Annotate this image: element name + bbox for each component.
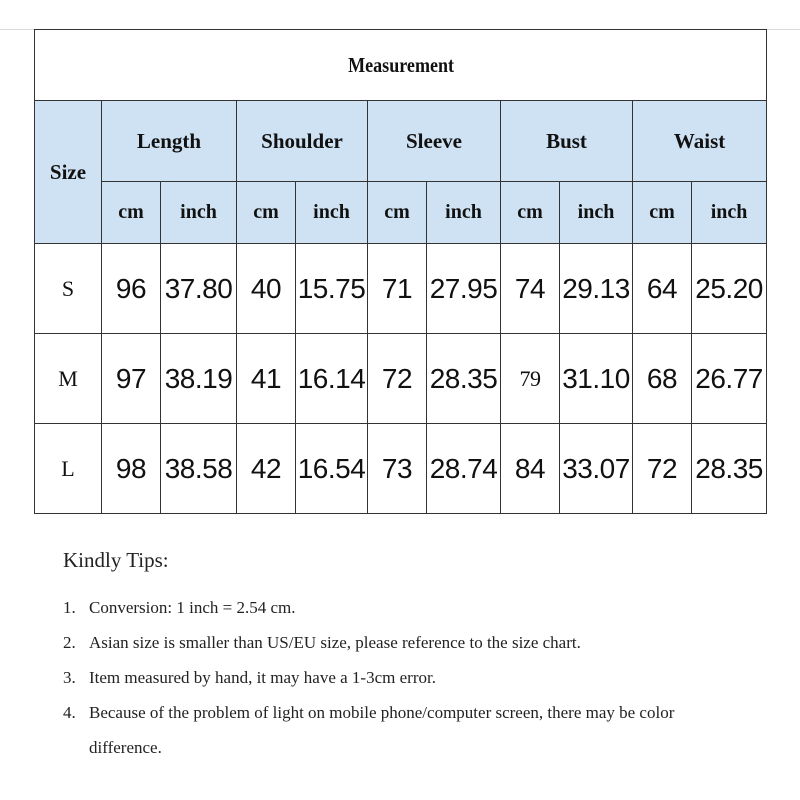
table-cell: 33.07 <box>560 424 633 514</box>
table-cell: 71 <box>368 244 427 334</box>
table-cell: 31.10 <box>560 334 633 424</box>
table-cell: 15.75 <box>296 244 368 334</box>
unit-header: inch <box>692 182 767 244</box>
table-cell: 72 <box>368 334 427 424</box>
table-cell: 68 <box>633 334 692 424</box>
table-cell: 40 <box>237 244 296 334</box>
tips-list <box>63 590 783 765</box>
unit-header: cm <box>237 182 296 244</box>
table-cell: 97 <box>102 334 161 424</box>
table-cell: 41 <box>237 334 296 424</box>
table-cell: 72 <box>633 424 692 514</box>
table-cell: 26.77 <box>692 334 767 424</box>
table-cell: 25.20 <box>692 244 767 334</box>
list-item <box>63 590 783 625</box>
table-cell: 42 <box>237 424 296 514</box>
list-item <box>63 695 783 765</box>
size-column-header: Size <box>35 101 102 244</box>
unit-header: inch <box>560 182 633 244</box>
unit-header: cm <box>501 182 560 244</box>
unit-header: cm <box>102 182 161 244</box>
table-cell: 38.58 <box>161 424 237 514</box>
tips-title: Kindly Tips: <box>63 548 169 572</box>
table-title: Measurement <box>86 30 716 101</box>
table-cell: 16.14 <box>296 334 368 424</box>
table-cell: 98 <box>102 424 161 514</box>
table-cell: 74 <box>501 244 560 334</box>
group-header-sleeve: Sleeve <box>368 101 501 182</box>
group-header-bust: Bust <box>501 101 633 182</box>
size-chart-table <box>34 29 767 514</box>
unit-header: cm <box>368 182 427 244</box>
table-cell: 28.74 <box>427 424 501 514</box>
group-header-waist: Waist <box>633 101 767 182</box>
tip-number: 4. <box>63 703 76 722</box>
table-cell: 28.35 <box>692 424 767 514</box>
table-row <box>35 334 767 424</box>
list-item <box>63 625 783 660</box>
size-label: S <box>35 244 102 334</box>
unit-header: inch <box>296 182 368 244</box>
tip-number: 2. <box>63 633 76 652</box>
kindly-tips <box>63 548 783 765</box>
unit-header: cm <box>633 182 692 244</box>
table-cell: 79 <box>501 334 560 424</box>
table-cell: 27.95 <box>427 244 501 334</box>
size-label: M <box>35 334 102 424</box>
table-cell: 29.13 <box>560 244 633 334</box>
table-cell: 96 <box>102 244 161 334</box>
table-row <box>35 424 767 514</box>
table-cell: 37.80 <box>161 244 237 334</box>
group-header-length: Length <box>102 101 237 182</box>
group-header-shoulder: Shoulder <box>237 101 368 182</box>
list-item <box>63 660 783 695</box>
table-row <box>35 244 767 334</box>
table-cell: 28.35 <box>427 334 501 424</box>
table-cell: 84 <box>501 424 560 514</box>
unit-header: inch <box>427 182 501 244</box>
table-cell: 16.54 <box>296 424 368 514</box>
tip-text: Conversion: 1 inch = 2.54 cm. <box>89 598 296 617</box>
table-cell: 64 <box>633 244 692 334</box>
table-cell: 38.19 <box>161 334 237 424</box>
tip-number: 3. <box>63 668 76 687</box>
tip-text: Because of the problem of light on mobile phone/computer screen, there may be color difference. <box>89 703 675 757</box>
tip-number: 1. <box>63 598 76 617</box>
tip-text: Asian size is smaller than US/EU size, please reference to the size chart. <box>89 633 581 652</box>
table-cell: 73 <box>368 424 427 514</box>
size-label: L <box>35 424 102 514</box>
tip-text: Item measured by hand, it may have a 1-3cm error. <box>89 668 436 687</box>
unit-header: inch <box>161 182 237 244</box>
